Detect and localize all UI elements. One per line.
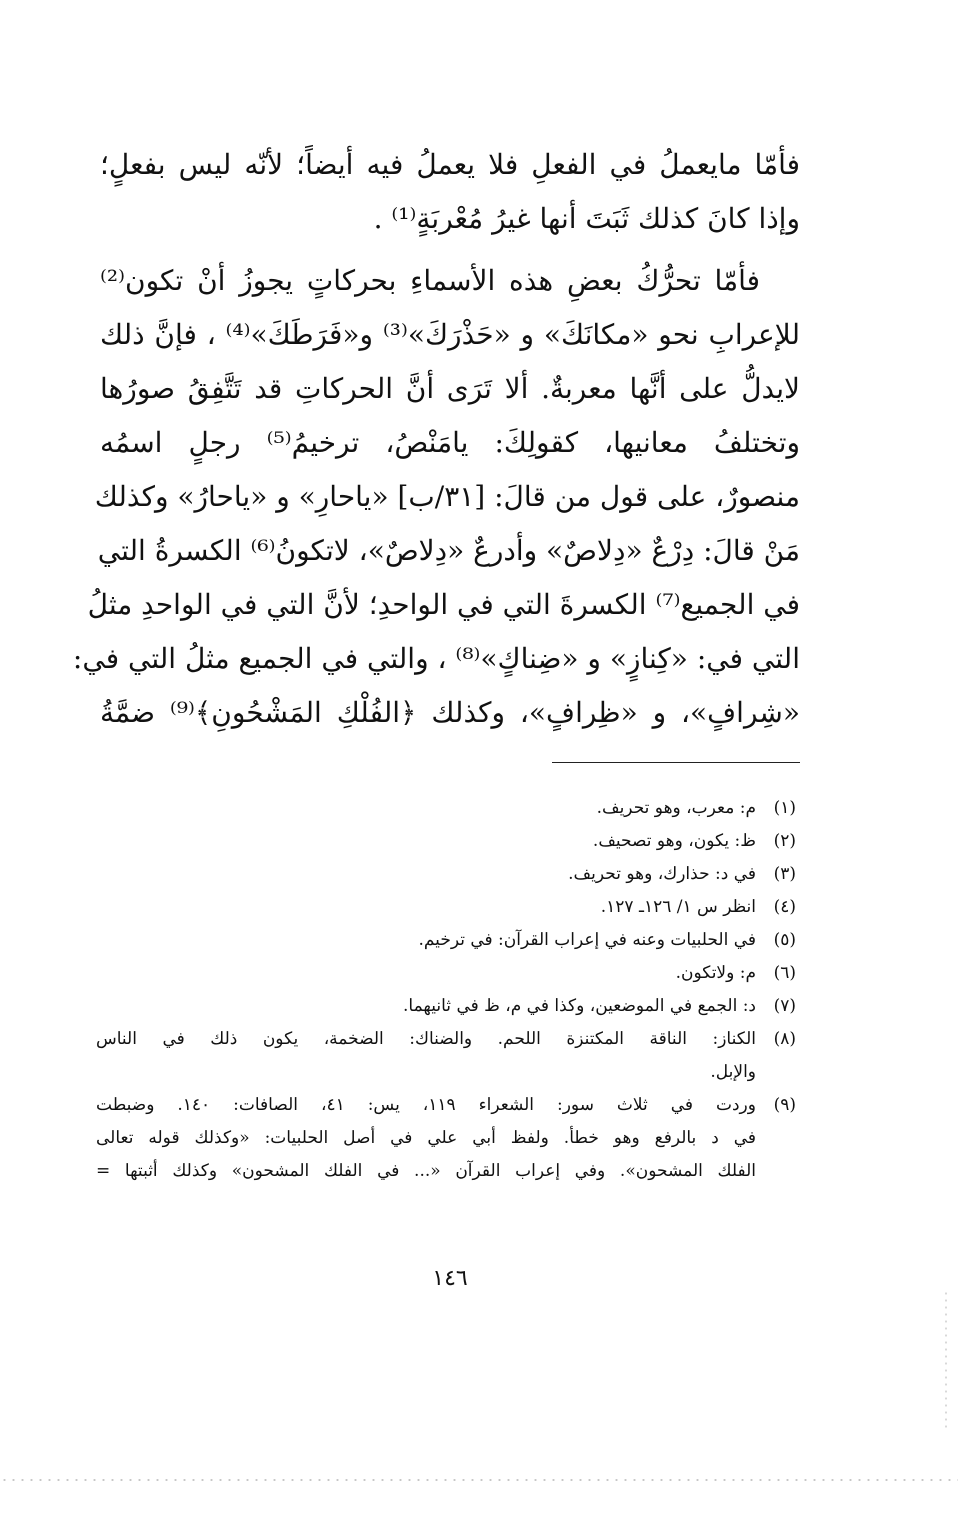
footnote-text: في الحلبيات وعنه في إعراب القرآن: في ترخيم. — [418, 930, 756, 950]
footnote-text: د: الجمع في الموضعين، وكذا في م، ظ في ثانيهما. — [403, 996, 756, 1016]
footnote-text: م: معرب، وهو تحريف. — [596, 798, 756, 818]
footnote-5 — [96, 924, 796, 957]
footnote-text: ظ: يكون، وهو تصحيف. — [592, 831, 756, 851]
text-line: «شِرافٍ»، و «ظِرافٍ»، وكذلك ﴿الفُلْكِ المَشْحُونِ﴾⁽⁹⁾ ضمَّةُ — [100, 696, 800, 729]
main-text — [72, 138, 801, 740]
footnote-1 — [96, 792, 796, 825]
text-line: وإذا كانَ كذلك ثَبَتَ أنها غيرُ مُعْربَةٍ⁽¹⁾ . — [373, 202, 800, 235]
footnotes — [96, 792, 796, 1188]
paragraph-1 — [100, 138, 800, 246]
text-line: منصورٌ، على قول من قالَ: [٣١/ب] «ياحارِ» و «ياحارُ» وكذلك — [94, 480, 800, 513]
footnote-text: في د بالرفع وهو خطأ. ولفظ أبي علي في أصل الحلبيات: «وكذلك قوله تعالى — [96, 1128, 756, 1148]
footnote-separator — [552, 762, 800, 763]
text-line: وتختلفُ معانيها، كقولِكَ: يامَنْصُ، ترخيمُ⁽⁵⁾ رجلٍ اسمُه — [100, 426, 801, 459]
footnote-4 — [96, 891, 796, 924]
footnote-number: (٧) — [773, 996, 796, 1016]
footnote-number: (٣) — [773, 864, 796, 884]
footnote-6 — [96, 957, 796, 990]
page-number: ١٤٦ — [432, 1266, 468, 1291]
footnote-8 — [96, 1023, 796, 1089]
paragraph-2 — [72, 254, 801, 740]
footnote-text: الفلك المشحون». وفي إعراب القرآن «... في الفلك المشحون» وكذلك أثبتها = — [96, 1161, 756, 1181]
footnote-9 — [96, 1089, 796, 1188]
footnote-text: وردت في ثلاث سور: الشعراء ١١٩، يس: ٤١، الصافات: ١٤٠. وضبطت — [96, 1095, 756, 1115]
footnote-2 — [96, 825, 796, 858]
footnote-text: في د: حذارك، وهو تحريف. — [568, 864, 756, 884]
text-line: للإعرابِ نحو «مكانَكَ» و «حَذْرَكَ»⁽³⁾ و«فَرَطَكَ»⁽⁴⁾ ، فإنَّ ذلك — [100, 318, 800, 351]
text-line: التي في: «كِنازٍ» و «ضِناكٍ»⁽⁸⁾ ، والتي في الجميع مثلُ التي في: — [72, 642, 800, 675]
footnote-number: (٢) — [773, 831, 796, 851]
footnote-number: (٤) — [773, 897, 796, 917]
scan-artifact — [0, 1478, 958, 1482]
footnote-7 — [96, 990, 796, 1023]
footnote-number: (٥) — [773, 930, 796, 950]
footnote-number: (٦) — [773, 963, 796, 983]
scan-artifact — [944, 1290, 948, 1430]
footnote-text: والإبل. — [710, 1062, 756, 1082]
footnote-text: م: ولاتكون. — [675, 963, 756, 983]
text-line: فأمّا تحرُّكُ بعضِ هذه الأسماءِ بحركاتٍ يجوزُ أنْ تكون⁽²⁾ — [100, 264, 760, 297]
text-line: في الجميع⁽⁷⁾ الكسرةَ التي في الواحدِ؛ لأنَّ التي في الواحدِ مثلُ — [87, 588, 800, 621]
footnote-text: الكناز: الناقة المكتنزة اللحم. والضناك: الضخمة، يكون ذلك في الناس — [96, 1029, 756, 1049]
text-line: مَنْ قالَ: دِرْعٌ «دِلاصٌ» وأدرعٌ «دِلاصٌ»، لاتكونُ⁽⁶⁾ الكسرةُ التي — [97, 534, 800, 567]
text-line: فأمّا مايعملُ في الفعلِ فلا يعملُ فيه أيضاً؛ لأنّه ليس بفعلٍ؛ — [100, 148, 800, 181]
footnote-number: (٨) — [773, 1029, 796, 1049]
footnote-3 — [96, 858, 796, 891]
text-line: لايدلُّ على أنَّها معربةٌ. ألا تَرَى أنَّ الحركاتِ قد تَتَّفِقُ صورُها — [100, 372, 800, 405]
footnote-text: انظر س ١/ ١٢٦ـ ١٢٧. — [600, 897, 756, 917]
footnote-number: (١) — [773, 798, 796, 818]
footnote-number: (٩) — [773, 1095, 796, 1115]
